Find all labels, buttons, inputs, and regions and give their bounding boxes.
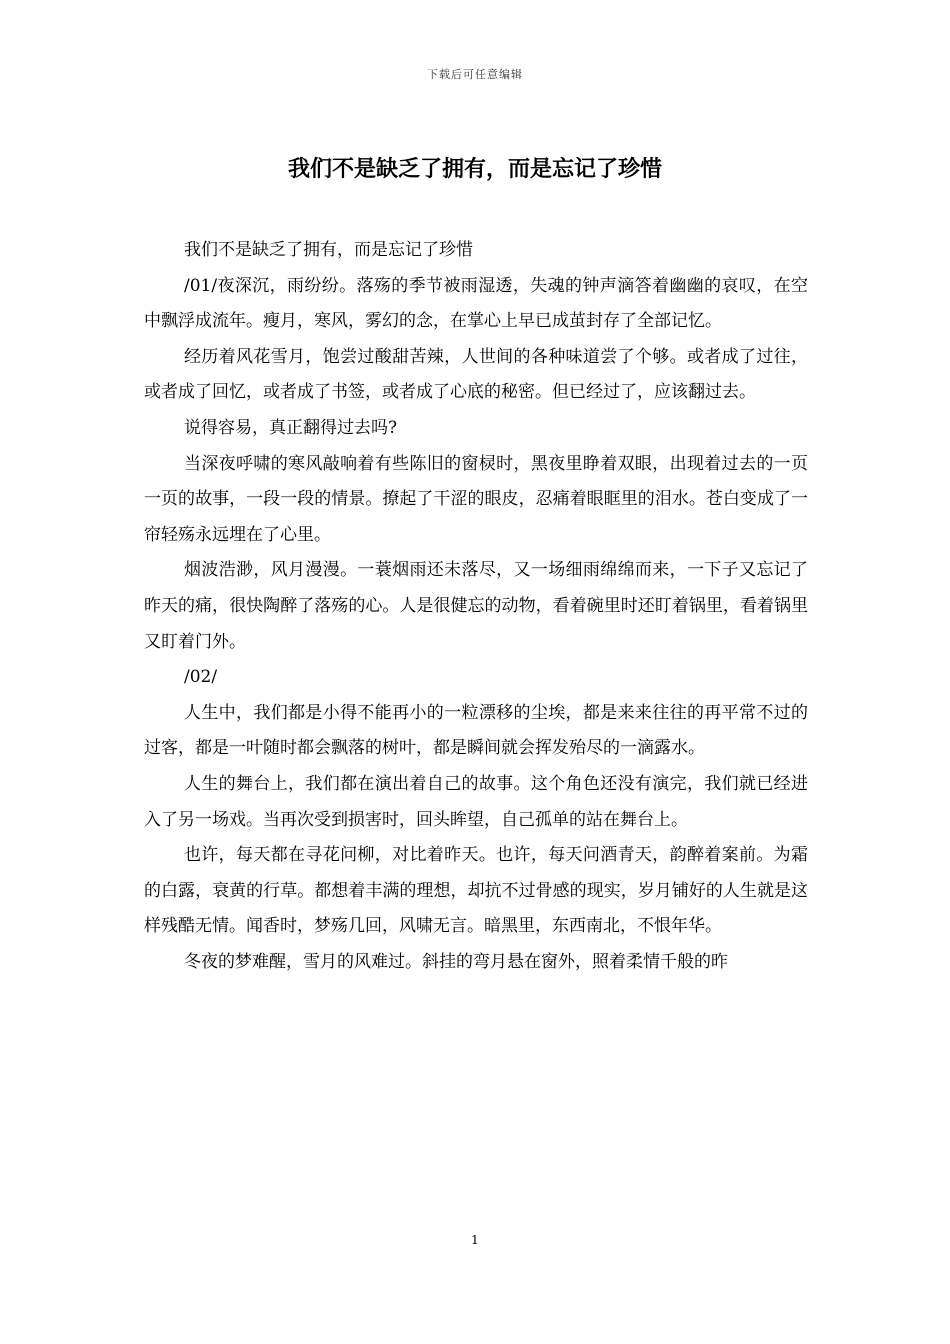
- document-body: [144, 233, 808, 980]
- paragraph: 说得容易，真正翻得过去吗?: [184, 417, 398, 438]
- paragraph: 烟波浩渺，风月漫漫。一蓑烟雨还未落尽，又一场细雨绵绵而来，一下子又忘记了昨天的痛，很快陶醉了落殇的心。人是很健忘的动物，看着碗里时还盯着锅里，看着锅里又盯着门外。: [144, 560, 808, 652]
- document-title: 我们不是缺乏了拥有，而是忘记了珍惜: [287, 157, 662, 182]
- paragraph: 当深夜呼啸的寒风敲响着有些陈旧的窗棂时，黑夜里睁着双眼，出现着过去的一页一页的故事，一段一段的情景。撩起了干涩的眼皮，忍痛着眼眶里的泪水。苍白变成了一帘轻殇永远埋在了心里。: [144, 453, 808, 545]
- paragraph: 经历着风花雪月，饱尝过酸甜苦辣，人世间的各种味道尝了个够。或者成了过往，或者成了回忆，或者成了书签，或者成了心底的秘密。但已经过了，应该翻过去。: [144, 346, 808, 403]
- paragraph: 我们不是缺乏了拥有，而是忘记了珍惜: [184, 240, 473, 260]
- section-marker: /02/: [184, 667, 218, 688]
- paragraph: 人生的舞台上，我们都在演出着自己的故事。这个角色还没有演完，我们就已经进入了另一场戏。当再次受到损害时，回头眸望，自己孤单的站在舞台上。: [144, 773, 808, 830]
- header-note: 下载后可任意编辑: [427, 68, 523, 81]
- paragraph: 也许，每天都在寻花问柳，对比着昨天。也许，每天问酒青天，韵醉着案前。为霜的白露，衰黄的行草。都想着丰满的理想，却抗不过骨感的现实，岁月铺好的人生就是这样残酷无情。闻香时，梦殇几回，风啸无言。暗黑里，东西南北，不恨年华。: [144, 845, 808, 937]
- page-number: 1: [471, 1233, 479, 1247]
- paragraph: /01/夜深沉，雨纷纷。落殇的季节被雨湿透，失魂的钟声滴答着幽幽的哀叹，在空中飘浮成流年。瘦月，寒风，雾幻的念，在掌心上早已成茧封存了全部记忆。: [144, 275, 808, 332]
- paragraph: 冬夜的梦难醒，雪月的风难过。斜挂的弯月悬在窗外，照着柔情千般的昨: [184, 951, 728, 972]
- paragraph: 人生中，我们都是小得不能再小的一粒漂移的尘埃，都是来来往往的再平常不过的过客，都是一叶随时都会飘落的树叶，都是瞬间就会挥发殆尽的一滴露水。: [144, 702, 808, 759]
